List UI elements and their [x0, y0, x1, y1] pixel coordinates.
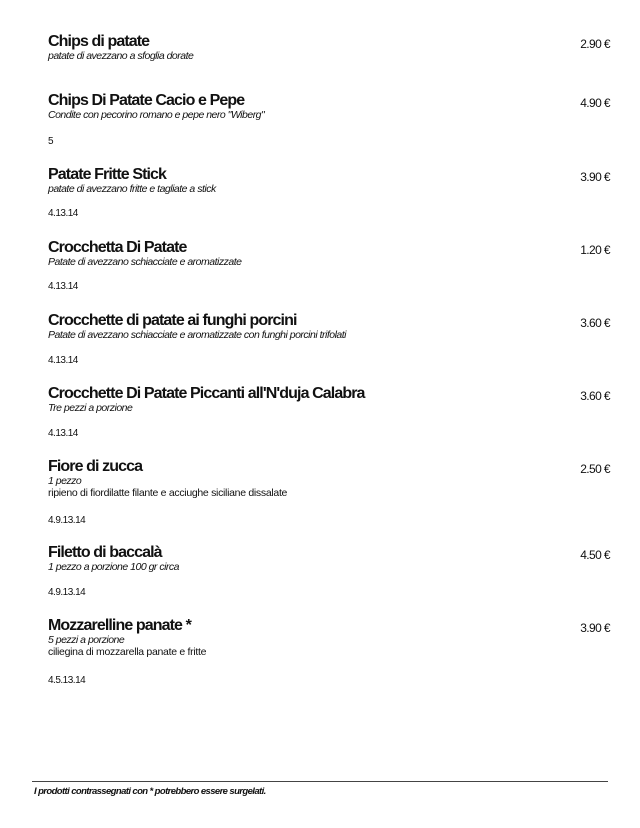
footer-divider [32, 781, 608, 782]
item-allergens: 4.13.14 [48, 428, 78, 439]
item-price: 2.90 € [580, 37, 610, 51]
item-name: Patate Fritte Stick [48, 166, 167, 183]
item-name: Mozzarelline panate * [48, 617, 191, 634]
item-allergens: 5 [48, 136, 54, 147]
item-subtitle: 1 pezzo a porzione 100 gr circa [48, 561, 180, 573]
item-description: ciliegina di mozzarella panate e fritte [48, 646, 207, 658]
item-subtitle: 1 pezzo [48, 475, 82, 487]
item-allergens: 4.13.14 [48, 281, 78, 292]
item-price: 4.50 € [580, 548, 610, 562]
item-description: ripieno di fiordilatte filante e acciughe siciliane dissalate [48, 487, 288, 499]
item-subtitle: Condite con pecorino romano e pepe nero "Wiberg" [48, 109, 265, 121]
item-allergens: 4.9.13.14 [48, 515, 86, 526]
item-price: 3.90 € [580, 621, 610, 635]
item-name: Fiore di zucca [48, 458, 143, 475]
item-allergens: 4.5.13.14 [48, 675, 86, 686]
item-price: 4.90 € [580, 96, 610, 110]
item-name: Chips Di Patate Cacio e Pepe [48, 92, 245, 109]
item-name: Filetto di baccalà [48, 544, 162, 561]
menu-item [48, 617, 610, 686]
item-subtitle: Patate di avezzano schiacciate e aromatizzate [48, 256, 242, 268]
item-name: Chips di patate [48, 33, 150, 50]
item-subtitle: Patate di avezzano schiacciate e aromatizzate con funghi porcini trifolati [48, 329, 347, 341]
menu-item [48, 166, 610, 219]
item-allergens: 4.13.14 [48, 208, 78, 219]
menu-item [48, 385, 610, 439]
menu-item [48, 33, 610, 62]
menu-item [48, 458, 610, 526]
item-subtitle: Tre pezzi a porzione [48, 402, 133, 414]
item-price: 3.60 € [580, 316, 610, 330]
item-price: 1.20 € [580, 243, 610, 257]
footnote: I prodotti contrassegnati con * potrebbero essere surgelati. [34, 786, 266, 797]
menu-item [48, 544, 610, 598]
menu-item [48, 239, 610, 292]
item-subtitle: 5 pezzi a porzione [48, 634, 125, 646]
menu-item [48, 312, 610, 366]
item-allergens: 4.13.14 [48, 355, 78, 366]
item-name: Crocchetta Di Patate [48, 239, 187, 256]
item-price: 3.90 € [580, 170, 610, 184]
item-price: 2.50 € [580, 462, 610, 476]
item-subtitle: patate di avezzano fritte e tagliate a stick [48, 183, 216, 195]
item-name: Crocchette di patate ai funghi porcini [48, 312, 297, 329]
item-subtitle: patate di avezzano a sfoglia dorate [48, 50, 194, 62]
item-price: 3.60 € [580, 389, 610, 403]
item-allergens: 4.9.13.14 [48, 587, 86, 598]
menu-item [48, 92, 610, 147]
item-name: Crocchette Di Patate Piccanti all'N'duja Calabra [48, 385, 365, 402]
